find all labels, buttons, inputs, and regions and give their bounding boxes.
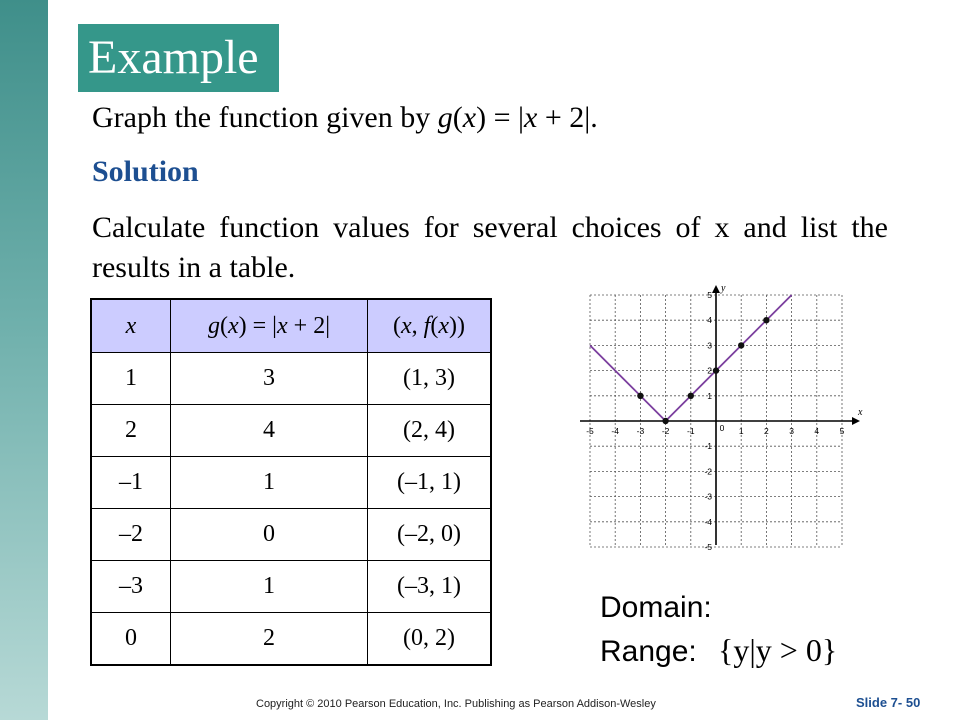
x-tick-label: -5 [586,426,594,436]
solution-heading: Solution [92,155,199,188]
header-x: x [91,299,171,353]
y-axis-arrow [712,285,720,293]
table-cell: 1 [91,353,171,405]
header-pair: (x, f(x)) [368,299,492,353]
problem-var-x-2: x [524,101,538,134]
problem-func-name: g [437,101,453,134]
y-tick-label: 4 [707,315,712,326]
data-point [688,393,694,399]
y-tick-label: 1 [707,390,712,401]
data-point [763,317,769,323]
table-cell: (2, 4) [368,405,492,457]
x-tick-label: -3 [636,426,645,436]
y-tick-label: -1 [704,441,712,452]
table-cell: –2 [91,509,171,561]
x-tick-label: -1 [687,426,695,436]
x-tick-label: -4 [611,426,619,436]
function-graph [586,283,920,556]
domain-label: Domain: [600,591,712,624]
data-point [662,418,668,424]
data-point [637,393,643,399]
table-cell: 1 [171,561,368,613]
left-accent-bar [0,0,48,720]
y-tick-label: -5 [704,542,712,552]
table-row [91,405,491,457]
problem-var-x: x [462,101,477,134]
function-line [590,295,792,421]
table-cell: 4 [171,405,368,457]
table-cell: 2 [91,405,171,457]
y-tick-label: 2 [707,365,712,376]
table-cell: –3 [91,561,171,613]
header-gx: g(x) = |x + 2| [171,299,368,353]
table-row [91,613,491,666]
problem-statement: Graph the function given by g(x) = |x + 2|. [92,101,598,134]
y-tick-label: -3 [704,491,712,502]
table-cell: 2 [171,613,368,666]
table-cell: 1 [171,457,368,509]
x-tick-label: 2 [764,426,769,436]
table-cell: (1, 3) [368,353,492,405]
slide-title: Example [88,31,259,84]
data-point [738,342,744,348]
y-tick-label: 5 [707,290,712,300]
x-tick-label: 3 [789,426,794,436]
range-value: {y|y > 0} [718,632,838,668]
table-cell: 0 [171,509,368,561]
slide-number: Slide 7- 50 [856,695,921,710]
calc-instructions: Calculate function values for several choices of x and list the results in a table. [92,211,888,284]
x-tick-label: 5 [839,426,845,436]
x-tick-label: 4 [814,426,820,436]
problem-rest: ) = | [476,101,524,134]
y-tick-label: -2 [704,466,712,477]
x-tick-label: 1 [738,426,744,436]
problem-prefix: Graph the function given by [92,101,438,134]
table-row [91,457,491,509]
table-row [91,353,491,405]
table-cell: (–1, 1) [368,457,492,509]
problem-rest2: + 2|. [537,101,598,134]
y-tick-label: -4 [704,516,712,527]
table-cell: (–2, 0) [368,509,492,561]
data-point [713,367,719,373]
values-table [90,298,492,666]
table-row [91,509,491,561]
range-label: Range: [600,635,697,668]
table-cell: (0, 2) [368,613,492,666]
table-header-row [91,299,491,353]
x-axis-label: x [858,407,863,418]
y-tick-label: 3 [707,340,712,351]
x-axis-arrow [852,417,860,425]
y-axis-label: y [721,283,726,294]
table-row [91,561,491,613]
table-cell: –1 [91,457,171,509]
x-tick-label: 0 [719,423,725,433]
table-cell: (–3, 1) [368,561,492,613]
table-cell: 0 [91,613,171,666]
copyright-notice: Copyright © 2010 Pearson Education, Inc. Publishing as Pearson Addison-Wesley [256,698,656,710]
table-cell: 3 [171,353,368,405]
x-tick-label: -2 [661,426,670,436]
